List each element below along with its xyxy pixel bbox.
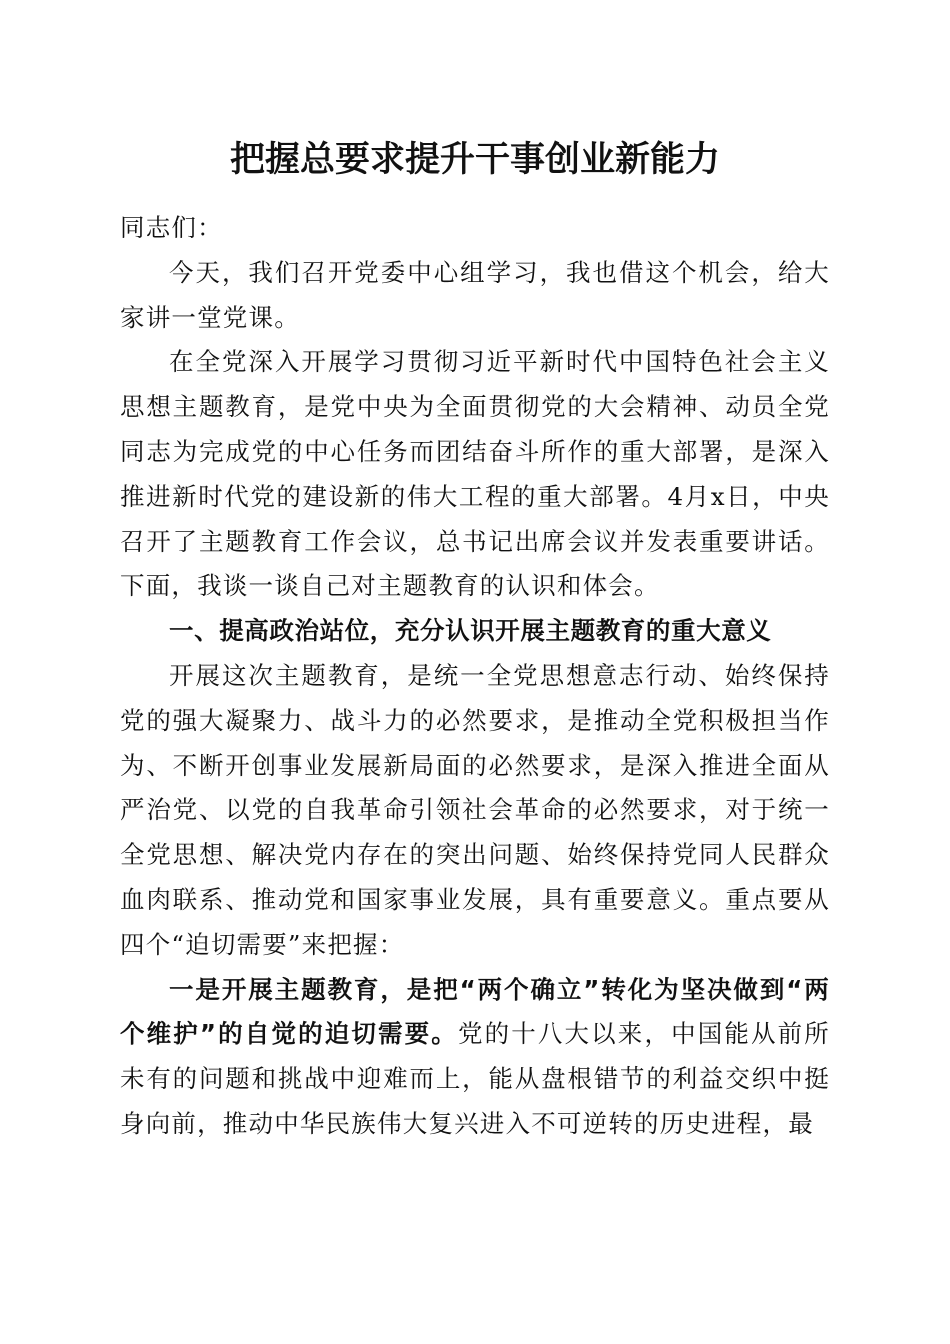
point-one-text: 党的十八大以来，中国能从前所未有的问题和挑战中迎难而上，能从盘根错节的利益交织中挺身向前，推动中华民族伟大复兴进入不可逆转的历史进程，最 (120, 1019, 830, 1138)
document-title: 把握总要求提升干事创业新能力 (229, 140, 720, 180)
document-body (120, 206, 830, 1147)
paragraph-opening: 今天，我们召开党委中心组学习，我也借这个机会，给大家讲一堂党课。 (120, 257, 830, 332)
paragraph-background: 在全党深入开展学习贯彻习近平新时代中国特色社会主义思想主题教育，是党中央为全面贯彻党的大会精神、动员全党同志为完成党的中心任务而团结奋斗所作的重大部署，是深入推进新时代党的建设新的伟大工程的重大部署。4月x日，中央召开了主题教育工作会议，总书记出席会议并发表重要讲话。下面，我谈一谈自己对主题教育的认识和体会。 (120, 347, 830, 601)
salutation: 同志们： (120, 213, 223, 242)
paragraph-significance: 开展这次主题教育，是统一全党思想意志行动、始终保持党的强大凝聚力、战斗力的必然要求，是推动全党积极担当作为、不断开创事业发展新局面的必然要求，是深入推进全面从严治党、以党的自我革命引领社会革命的必然要求，对于统一全党思想、解决党内存在的突出问题、始终保持党同人民群众血肉联系、推动党和国家事业发展，具有重要意义。重点要从四个“迫切需要”来把握： (120, 660, 830, 959)
section-heading-1: 一、提高政治站位，充分认识开展主题教育的重大意义 (169, 616, 772, 646)
point-one-lead: 一是开展主题教育，是把“两个确立”转化为坚决做到“两个维护”的自觉的迫切需要。 (120, 974, 830, 1049)
paragraph-point-one (120, 968, 830, 1147)
